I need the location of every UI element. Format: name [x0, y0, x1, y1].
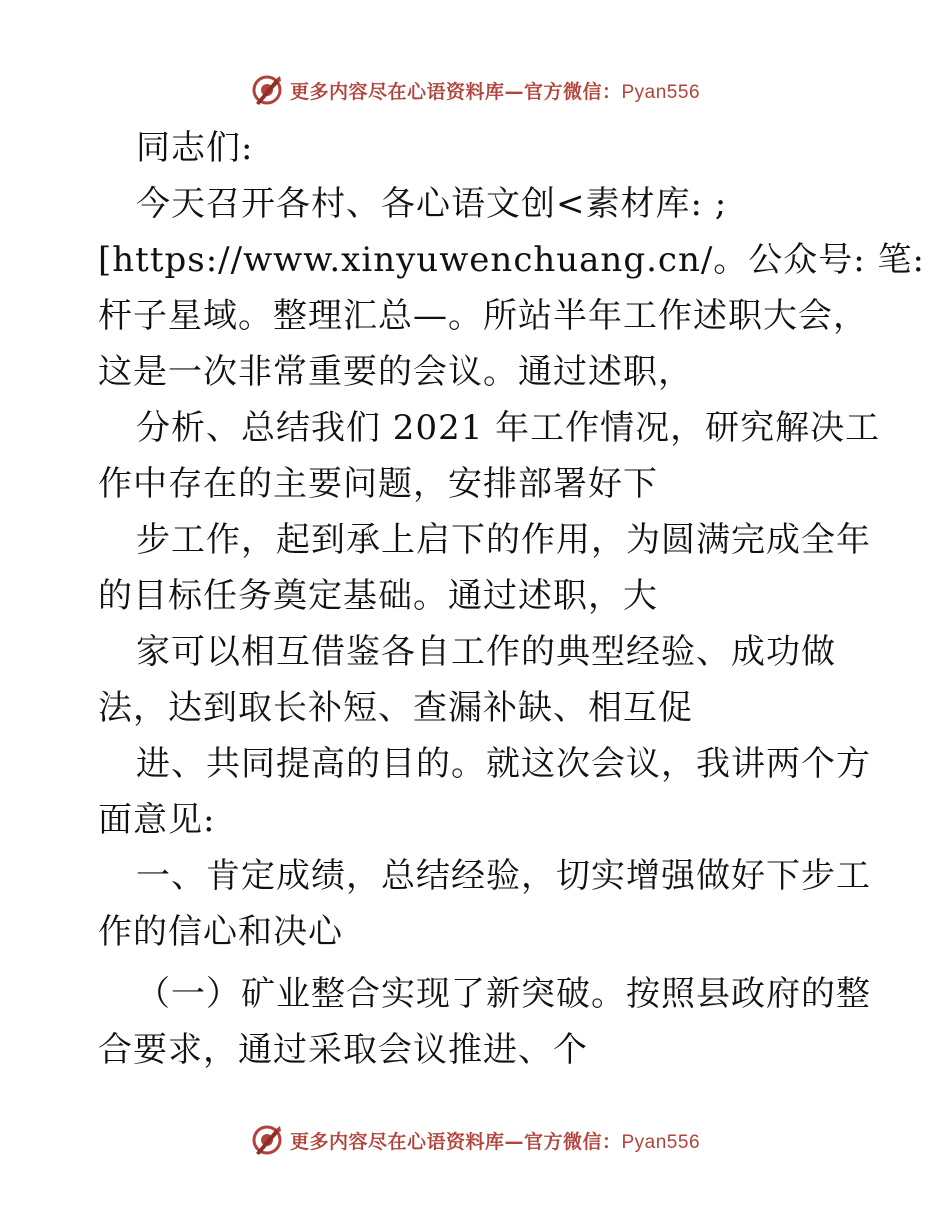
paragraph-line: 分析、总结我们 2021 年工作情况，研究解决工 — [136, 408, 881, 448]
paragraph-line: 这是一次非常重要的会议。通过述职， — [98, 352, 693, 392]
paragraph-line: 家可以相互借鉴各自工作的典型经验、成功做 — [136, 632, 836, 672]
paragraph-line: 进、共同提高的目的。就这次会议，我讲两个方 — [136, 744, 871, 784]
header-banner-id: Pyan556 — [621, 81, 701, 103]
section-heading-line: 一、肯定成绩，总结经验，切实增强做好下步工 — [136, 856, 871, 896]
paragraph-line: [https://www.xinyuwenchuang.cn/。公众号: 笔: — [98, 240, 926, 280]
header-banner-text: 更多内容尽在心语资料库—官方微信： — [289, 80, 622, 103]
footer-watermark-banner — [0, 1120, 950, 1160]
paragraph-line: 法，达到取长补短、查漏补缺、相互促 — [98, 688, 693, 728]
footer-banner-text: 更多内容尽在心语资料库—官方微信： — [289, 1130, 622, 1153]
salutation: 同志们: — [136, 128, 254, 168]
pen-logo-icon — [250, 1123, 284, 1157]
paragraph-line: 今天召开各村、各心语文创<素材库: ; — [136, 184, 728, 224]
paragraph-line: 杆子星域。整理汇总—。所站半年工作述职大会， — [98, 296, 868, 336]
document-body — [98, 120, 926, 1078]
header-watermark-banner — [0, 70, 950, 110]
paragraph-line: 步工作，起到承上启下的作用，为圆满完成全年 — [136, 520, 871, 560]
section-heading-line: 作的信心和决心 — [98, 912, 343, 952]
footer-banner-id: Pyan556 — [621, 1131, 701, 1153]
pen-logo-icon — [250, 73, 284, 107]
footer-banner-label — [290, 1127, 700, 1154]
subsection-line: （一）矿业整合实现了新突破。按照县政府的整 — [136, 974, 871, 1014]
paragraph-line: 面意见: — [98, 800, 216, 840]
header-banner-label — [290, 77, 700, 104]
paragraph-line: 的目标任务奠定基础。通过述职，大 — [98, 576, 658, 616]
paragraph-line: 作中存在的主要问题，安排部署好下 — [98, 464, 658, 504]
paragraph-line: 合要求，通过采取会议推进、个 — [98, 1030, 588, 1070]
